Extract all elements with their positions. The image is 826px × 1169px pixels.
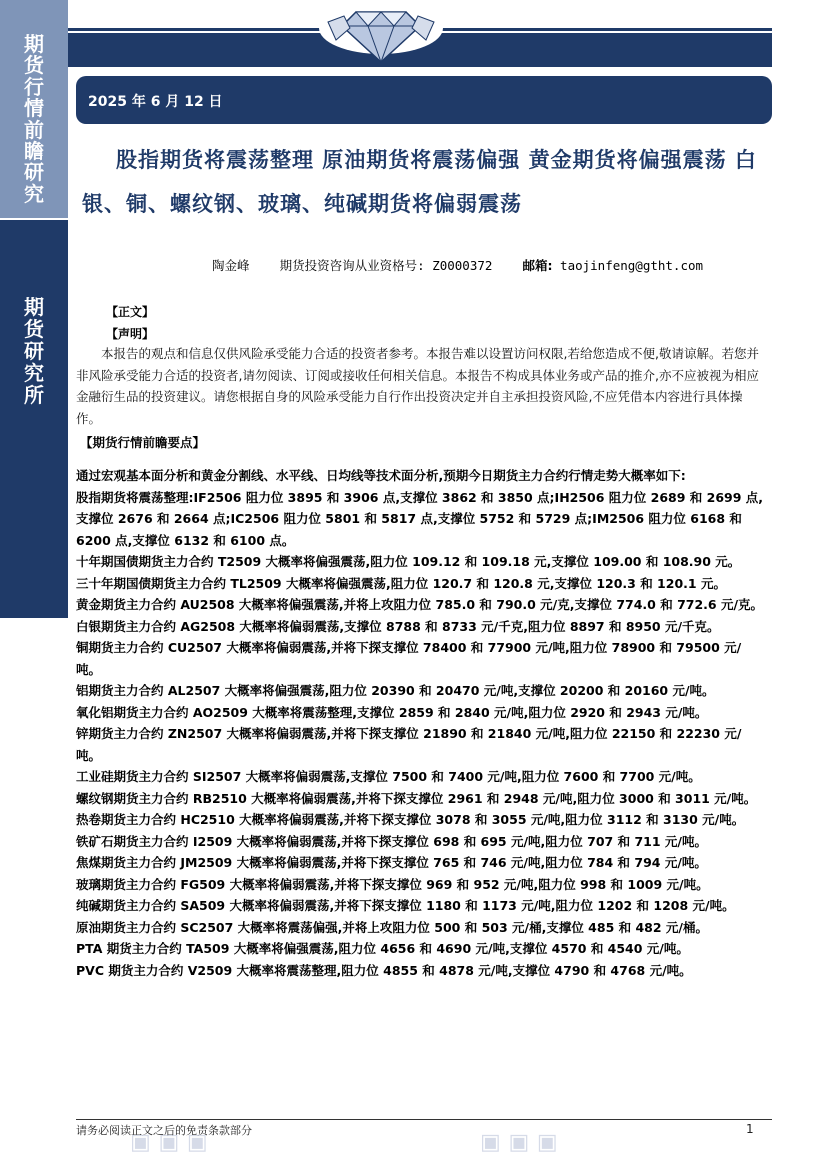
key-point-item: 股指期货将震荡整理:IF2506 阻力位 3895 和 3906 点,支撑位 3862 和 3850 点;IH2506 阻力位 2689 和 2699 点,支撑位 2676 和 2664 点;IC2506 阻力位 5801 和 5817 点,支撑位 5752 和 5729 点;IM2506 阻力位 6168 和 6200 点,支撑位 6132 和 6100 点。 (76, 489, 764, 548)
key-point-item: 焦煤期货主力合约 JM2509 大概率将偏弱震荡,并将下探支撑位 765 和 746 元/吨,阻力位 784 和 794 元/吨。 (76, 855, 707, 870)
sidebar-top-label: 期 货 行 情 前 瞻 研 究 (24, 32, 44, 206)
key-point-item: 铁矿石期货主力合约 I2509 大概率将偏弱震荡,并将下探支撑位 698 和 695 元/吨,阻力位 707 和 711 元/吨。 (76, 833, 707, 849)
key-point-item: PVC 期货主力合约 V2509 大概率将震荡整理,阻力位 4855 和 4878 元/吨,支撑位 4790 和 4768 元/吨。 (76, 962, 692, 978)
key-point-item: 氧化铝期货主力合约 AO2509 大概率将震荡整理,支撑位 2859 和 2840 元/吨,阻力位 2920 和 2943 元/吨。 (76, 704, 708, 720)
license-label: 期货投资咨询从业资格号: (279, 258, 425, 273)
page-number: 1 (746, 1122, 754, 1136)
key-point-item: 十年期国债期货主力合约 T2509 大概率将偏强震荡,阻力位 109.12 和 109.18 元,支撑位 109.00 和 108.90 元。 (76, 554, 741, 569)
key-points-list (76, 465, 766, 981)
watermark: ▣ ▣ ▣ (480, 1130, 558, 1155)
key-point-item: 锌期货主力合约 ZN2507 大概率将偏弱震荡,并将下探支撑位 21890 和 21840 元/吨,阻力位 22150 和 22230 元/吨。 (76, 726, 742, 763)
key-point-item: 三十年期国债期货主力合约 TL2509 大概率将偏强震荡,阻力位 120.7 和 120.8 元,支撑位 120.3 和 120.1 元。 (76, 575, 726, 591)
key-points-tag: 【期货行情前瞻要点】 (80, 435, 206, 450)
diamond-logo-icon (316, 0, 446, 66)
footer-rule (76, 1119, 772, 1120)
license-number: Z0000372 (432, 258, 493, 273)
key-point-item: PTA 期货主力合约 TA509 大概率将偏强震荡,阻力位 4656 和 4690 元/吨,支撑位 4570 和 4540 元/吨。 (76, 941, 689, 956)
author-name: 陶金峰 (212, 258, 250, 273)
sidebar-bottom-label: 期 货 研 究 所 (24, 295, 44, 407)
author-line (212, 256, 703, 274)
statement-tag: 【声明】 (106, 327, 155, 341)
footer-disclaimer: 请务必阅读正文之后的免责条款部分 (76, 1124, 252, 1137)
key-point-item: 铝期货主力合约 AL2507 大概率将偏强震荡,阻力位 20390 和 20470 元/吨,支撑位 20200 和 20160 元/吨。 (76, 683, 715, 698)
key-point-item: 纯碱期货主力合约 SA509 大概率将偏弱震荡,并将下探支撑位 1180 和 1173 元/吨,阻力位 1202 和 1208 元/吨。 (76, 898, 735, 913)
key-point-item: 工业硅期货主力合约 SI2507 大概率将偏弱震荡,支撑位 7500 和 7400 元/吨,阻力位 7600 和 7700 元/吨。 (76, 769, 701, 784)
key-point-item: 铜期货主力合约 CU2507 大概率将偏弱震荡,并将下探支撑位 78400 和 77900 元/吨,阻力位 78900 和 79500 元/吨。 (76, 640, 742, 677)
report-date: 2025 年 6 月 12 日 (88, 94, 223, 110)
statement-paragraph: 本报告的观点和信息仅供风险承受能力合适的投资者参考。本报告难以设置访问权限,若给您造成不便,敬请谅解。若您并非风险承受能力合适的投资者,请勿阅读、订阅或接收任何相关信息。本报告不构成具体业务或产品的推介,亦不应被视为相应金融衍生品的投资建议。请您根据自身的风险承受能力自行作出投资决定并自主承担投资风险,不应凭借本内容进行具体操作。 (76, 346, 759, 426)
email-label: 邮箱: (522, 258, 553, 273)
report-headline: 股指期货将震荡整理 原油期货将震荡偏强 黄金期货将偏强震荡 白银、铜、螺纹钢、玻璃、纯碱期货将偏弱震荡 (82, 148, 757, 216)
key-point-item: 白银期货主力合约 AG2508 大概率将偏弱震荡,支撑位 8788 和 8733 元/千克,阻力位 8897 和 8950 元/千克。 (76, 618, 720, 634)
sidebar-bottom-panel (0, 220, 68, 618)
watermark: ▣ ▣ ▣ (130, 1130, 208, 1155)
text-tag: 【正文】 (106, 305, 155, 319)
key-point-item: 螺纹钢期货主力合约 RB2510 大概率将偏弱震荡,并将下探支撑位 2961 和 2948 元/吨,阻力位 3000 和 3011 元/吨。 (76, 790, 757, 806)
key-point-item: 玻璃期货主力合约 FG509 大概率将偏弱震荡,并将下探支撑位 969 和 952 元/吨,阻力位 998 和 1009 元/吨。 (76, 876, 709, 892)
key-point-item: 原油期货主力合约 SC2507 大概率将震荡偏强,并将上攻阻力位 500 和 503 元/桶,支撑位 485 和 482 元/桶。 (76, 919, 708, 935)
key-point-item: 通过宏观基本面分析和黄金分割线、水平线、日均线等技术面分析,预期今日期货主力合约行情走势大概率如下: (76, 468, 686, 483)
key-point-item: 热卷期货主力合约 HC2510 大概率将偏弱震荡,并将下探支撑位 3078 和 3055 元/吨,阻力位 3112 和 3130 元/吨。 (76, 812, 745, 827)
author-email[interactable]: taojinfeng@gtht.com (560, 258, 704, 273)
sidebar (0, 0, 68, 1169)
key-point-item: 黄金期货主力合约 AU2508 大概率将偏强震荡,并将上攻阻力位 785.0 和 790.0 元/克,支撑位 774.0 和 772.6 元/克。 (76, 597, 764, 612)
